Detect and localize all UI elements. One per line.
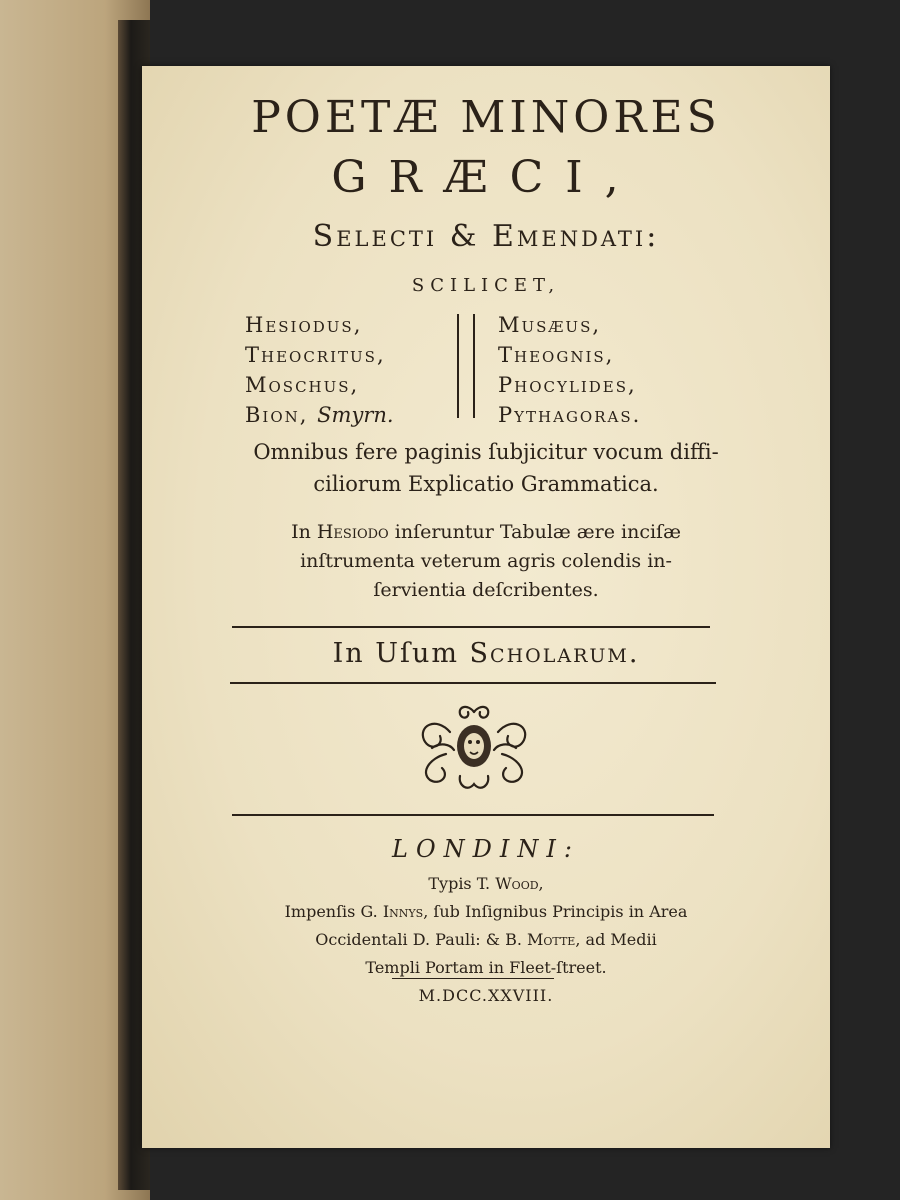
imprint-block bbox=[142, 870, 830, 982]
imprint-line-3-prefix: Occidentali D. Pauli: & B. bbox=[315, 930, 522, 949]
description-line-4: inſtrumenta veterum agris colendis in- bbox=[300, 550, 672, 572]
bion-name: Bion, bbox=[245, 403, 309, 427]
subtitle: Selecti & Emendati: bbox=[312, 219, 660, 254]
description-line-3 bbox=[142, 518, 830, 547]
title-line-1: POETÆ MINORES bbox=[251, 92, 721, 143]
scilicet-label: SCILICET, bbox=[411, 275, 561, 296]
rule-date bbox=[392, 978, 554, 979]
printers-ornament-icon bbox=[410, 702, 538, 794]
description-line-3-name: Hesiodo bbox=[316, 521, 389, 543]
author-bion bbox=[245, 400, 445, 430]
author-theognis: Theognis, bbox=[498, 343, 615, 367]
rule-bottom bbox=[232, 814, 714, 816]
imprint-line-3-rest: ad Medii bbox=[585, 930, 657, 949]
imprint-bookseller-innys: Innys, bbox=[382, 902, 429, 921]
authors-left-column bbox=[245, 310, 445, 430]
bion-place: Smyrn. bbox=[317, 403, 394, 427]
title-page bbox=[142, 66, 830, 1148]
imprint-line-2-rest: ſub Inſignibus Principis in Area bbox=[433, 902, 688, 921]
description-paragraph-1 bbox=[142, 436, 830, 500]
imprint-line-2 bbox=[142, 898, 830, 926]
rule-top bbox=[232, 626, 710, 628]
author-pythagoras: Pythagoras. bbox=[498, 403, 642, 427]
description-paragraph-2 bbox=[142, 518, 830, 605]
description-line-3-prefix: In bbox=[291, 521, 311, 543]
description-line-1: Omnibus fere paginis ſubjicitur vocum diffi- bbox=[253, 440, 719, 464]
authors-right-column bbox=[498, 310, 718, 430]
imprint-bookseller-motte: Motte, bbox=[527, 930, 581, 949]
rule-middle bbox=[230, 682, 716, 684]
imprint-line-4: Templi Portam in Fleet-ſtreet. bbox=[365, 958, 607, 977]
description-line-5: ſervientia deſcribentes. bbox=[373, 579, 599, 601]
author-moschus: Moschus, bbox=[245, 373, 360, 397]
imprint-line-1 bbox=[142, 870, 830, 898]
description-line-3-rest: inſeruntur Tabulæ ære inciſæ bbox=[394, 521, 681, 543]
publication-date: M.DCC.XXVIII. bbox=[418, 986, 554, 1005]
usum-prefix: In Uſum bbox=[332, 638, 459, 669]
column-divider bbox=[457, 314, 475, 418]
imprint-place: LONDINI: bbox=[392, 835, 580, 863]
title-line-2: GRÆCI, bbox=[331, 152, 641, 203]
author-phocylides: Phocylides, bbox=[498, 373, 637, 397]
author-theocritus: Theocritus, bbox=[245, 343, 386, 367]
in-usum-scholarum bbox=[142, 636, 830, 672]
imprint-line-3 bbox=[142, 926, 830, 954]
imprint-line-1-prefix: Typis T. bbox=[428, 874, 491, 893]
description-line-2: ciliorum Explicatio Grammatica. bbox=[313, 472, 659, 496]
author-hesiodus: Hesiodus, bbox=[245, 313, 363, 337]
imprint-line-2-prefix: Impenſis G. bbox=[284, 902, 378, 921]
imprint-printer: Wood, bbox=[495, 874, 544, 893]
author-musaeus: Musæus, bbox=[498, 313, 602, 337]
usum-word: Scholarum. bbox=[469, 638, 640, 669]
